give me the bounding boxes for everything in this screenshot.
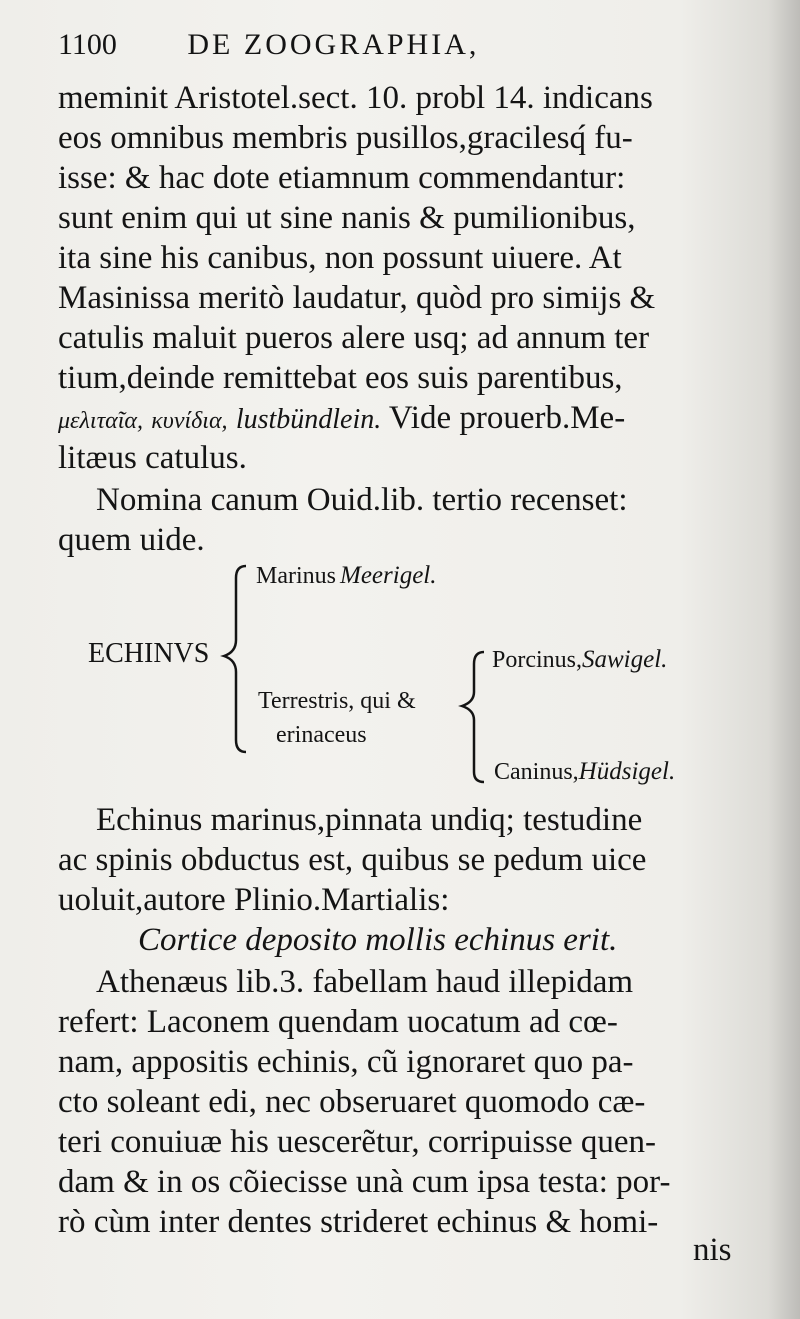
text-line: Athenæus lib.3. fabellam haud illepidam [96,964,634,1000]
main-brace [224,566,246,752]
catchword: nis [693,1232,732,1268]
text-fragment: Vide prouerb.Me- [388,400,626,436]
text-line: ita sine his canibus, non possunt uiuere. At [58,240,622,276]
german-word: lustbündlein. [235,404,382,435]
marinus-latin: Marinus [256,563,336,589]
text-line: Masinissa meritò laudatur, quòd pro simijs & [58,280,656,316]
text-line: isse: & hac dote etiamnum commendantur: [58,160,626,196]
marinus-german: Meerigel. [340,562,437,589]
text-line: tium,deinde remittebat eos suis parentibus, [58,360,623,396]
caninus-german: Hüdsigel. [578,758,676,785]
text-line: Nomina canum Ouid.lib. tertio recenset: [96,482,628,518]
text-line: litæus catulus. [58,440,247,476]
text-line: Echinus marinus,pinnata undiq; testudine [96,802,643,838]
text-line: rò cùm inter dentes strideret echinus & homi- [58,1204,659,1240]
erinaceus-label: erinaceus [276,722,367,748]
text-line: meminit Aristotel.sect. 10. probl 14. indicans [58,80,653,116]
text-line: uoluit,autore Plinio.Martialis: [58,882,450,918]
text-line: quem uide. [58,522,205,558]
page-number: 1100 [58,28,117,61]
marinus-label [256,562,436,590]
terrestris-label: Terrestris, qui & [258,688,416,714]
text-line: dam & in os cõiecisse unà cum ipsa testa: por- [58,1164,671,1200]
text-line-mixed [58,398,742,441]
text-line: cto soleant edi, nec obseruaret quomodo cæ- [58,1084,646,1120]
porcinus-latin: Porcinus, [492,647,582,673]
greek-word: κυνίδια, [151,408,228,434]
text-line: eos omnibus membris pusillos,gracilesq́ fu- [58,120,633,156]
running-title: DE ZOOGRAPHIA, [187,28,480,61]
porcinus-label [492,646,667,674]
porcinus-german: Sawigel. [582,646,668,673]
verse-line: Cortice deposito mollis echinus erit. [138,922,618,958]
text-line: nam, appositis echinis, cũ ignoraret quo pa- [58,1044,634,1080]
sub-brace [462,652,484,782]
caninus-latin: Caninus, [494,759,579,785]
text-line: ac spinis obductus est, quibus se pedum uice [58,842,647,878]
greek-word: μελιταῖα, [58,408,144,434]
text-line: sunt enim qui ut sine nanis & pumilionibus, [58,200,636,236]
text-line: catulis maluit pueros alere usq; ad annum ter [58,320,650,356]
running-header [58,28,618,62]
text-line: refert: Laconem quendam uocatum ad cœ- [58,1004,618,1040]
text-line: teri conuiuæ his uescerẽtur, corripuisse quen- [58,1124,656,1160]
caninus-label [494,758,675,786]
diagram-root-label: ECHINVS [88,638,210,669]
